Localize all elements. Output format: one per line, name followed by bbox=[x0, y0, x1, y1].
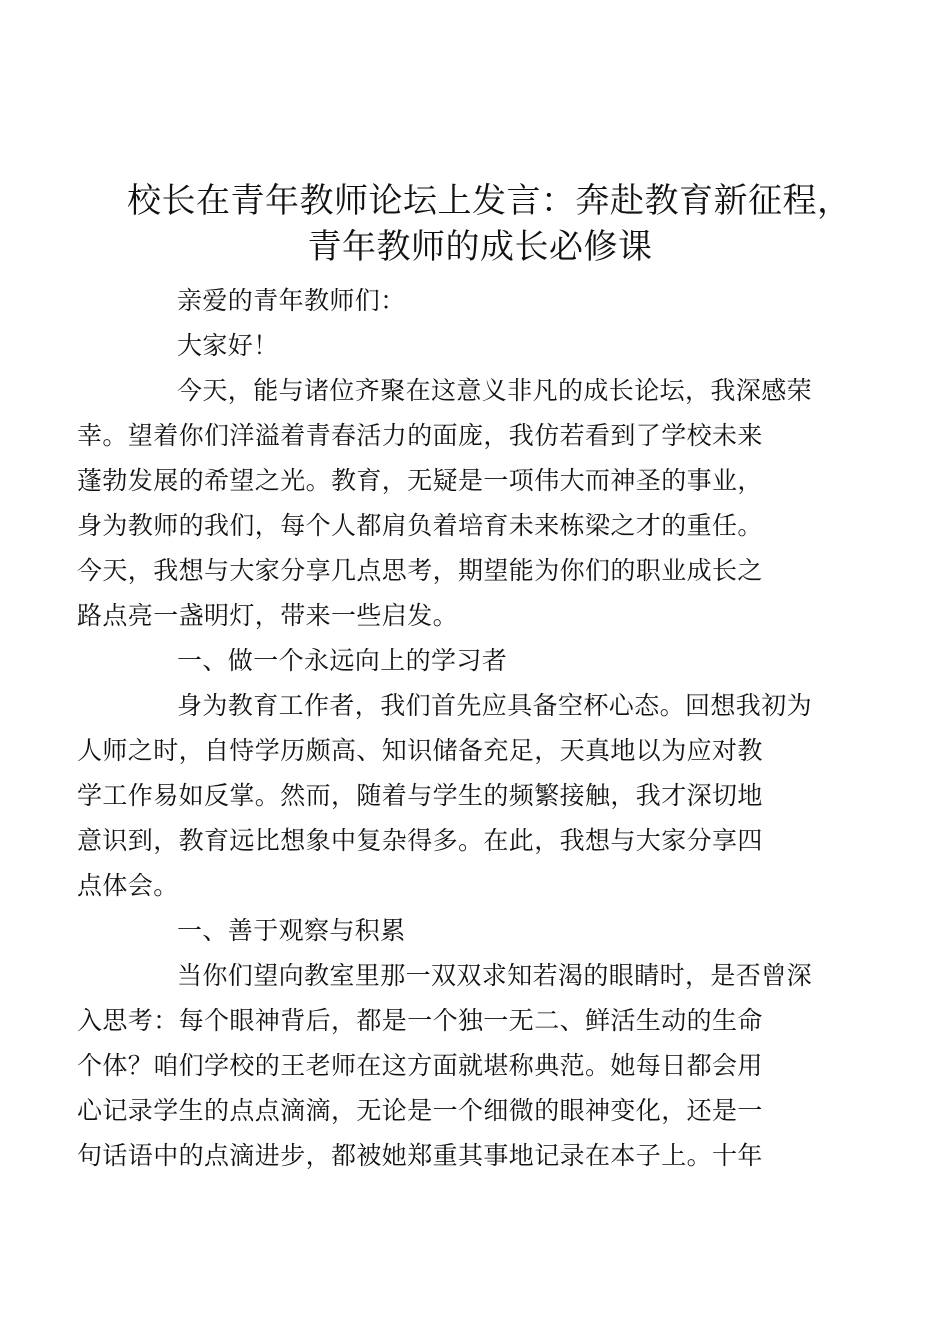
paragraph-line: 身为教师的我们，每个人都肩负着培育未来栋梁之才的重任。 bbox=[77, 511, 763, 540]
paragraph-line: 句话语中的点滴进步，都被她郑重其事地记录在本子上。十年 bbox=[77, 1141, 763, 1170]
paragraph-line: 身为教育工作者，我们首先应具备空杯心态。回想我初为 bbox=[177, 691, 813, 720]
paragraph-line: 点体会。 bbox=[77, 871, 179, 900]
section-heading-1 bbox=[127, 638, 833, 683]
paragraph-line: 幸。望着你们洋溢着青春活力的面庞，我仿若看到了学校未来 bbox=[77, 421, 763, 450]
paragraph-learner bbox=[77, 683, 833, 908]
paragraph-line: 入思考：每个眼神背后，都是一个独一无二、鲜活生动的生命 bbox=[77, 1006, 763, 1035]
document-body bbox=[77, 278, 833, 1178]
paragraph-line: 一、做一个永远向上的学习者 bbox=[177, 646, 508, 675]
paragraph-line: 今天，能与诸位齐聚在这意义非凡的成长论坛，我深感荣 bbox=[177, 376, 813, 405]
paragraph-line: 学工作易如反掌。然而，随着与学生的频繁接触，我才深切地 bbox=[77, 781, 763, 810]
paragraph-line: 蓬勃发展的希望之光。教育，无疑是一项伟大而神圣的事业， bbox=[77, 466, 763, 495]
paragraph-line: 亲爱的青年教师们： bbox=[177, 286, 406, 315]
section-heading-2 bbox=[127, 908, 833, 953]
greeting bbox=[127, 323, 833, 368]
paragraph-line: 意识到，教育远比想象中复杂得多。在此，我想与大家分享四 bbox=[77, 826, 763, 855]
document-page bbox=[77, 178, 852, 1178]
salutation bbox=[127, 278, 833, 323]
paragraph-intro bbox=[77, 368, 833, 638]
paragraph-line: 路点亮一盏明灯，带来一些启发。 bbox=[77, 601, 459, 630]
paragraph-line: 心记录学生的点点滴滴，无论是一个细微的眼神变化，还是一 bbox=[77, 1096, 763, 1125]
paragraph-line: 个体？咱们学校的王老师在这方面就堪称典范。她每日都会用 bbox=[77, 1051, 763, 1080]
paragraph-line: 一、善于观察与积累 bbox=[177, 916, 406, 945]
title-line-2: 青年教师的成长必修课 bbox=[307, 227, 653, 267]
paragraph-observe bbox=[77, 953, 833, 1178]
paragraph-line: 今天，我想与大家分享几点思考，期望能为你们的职业成长之 bbox=[77, 556, 763, 585]
title-line-1: 校长在青年教师论坛上发言：奔赴教育新征程， bbox=[127, 181, 852, 221]
paragraph-line: 当你们望向教室里那一双双求知若渴的眼睛时，是否曾深 bbox=[177, 961, 813, 990]
paragraph-line: 大家好！ bbox=[177, 331, 279, 360]
paragraph-line: 人师之时，自恃学历颇高、知识储备充足，天真地以为应对教 bbox=[77, 736, 763, 765]
document-title bbox=[127, 178, 852, 270]
